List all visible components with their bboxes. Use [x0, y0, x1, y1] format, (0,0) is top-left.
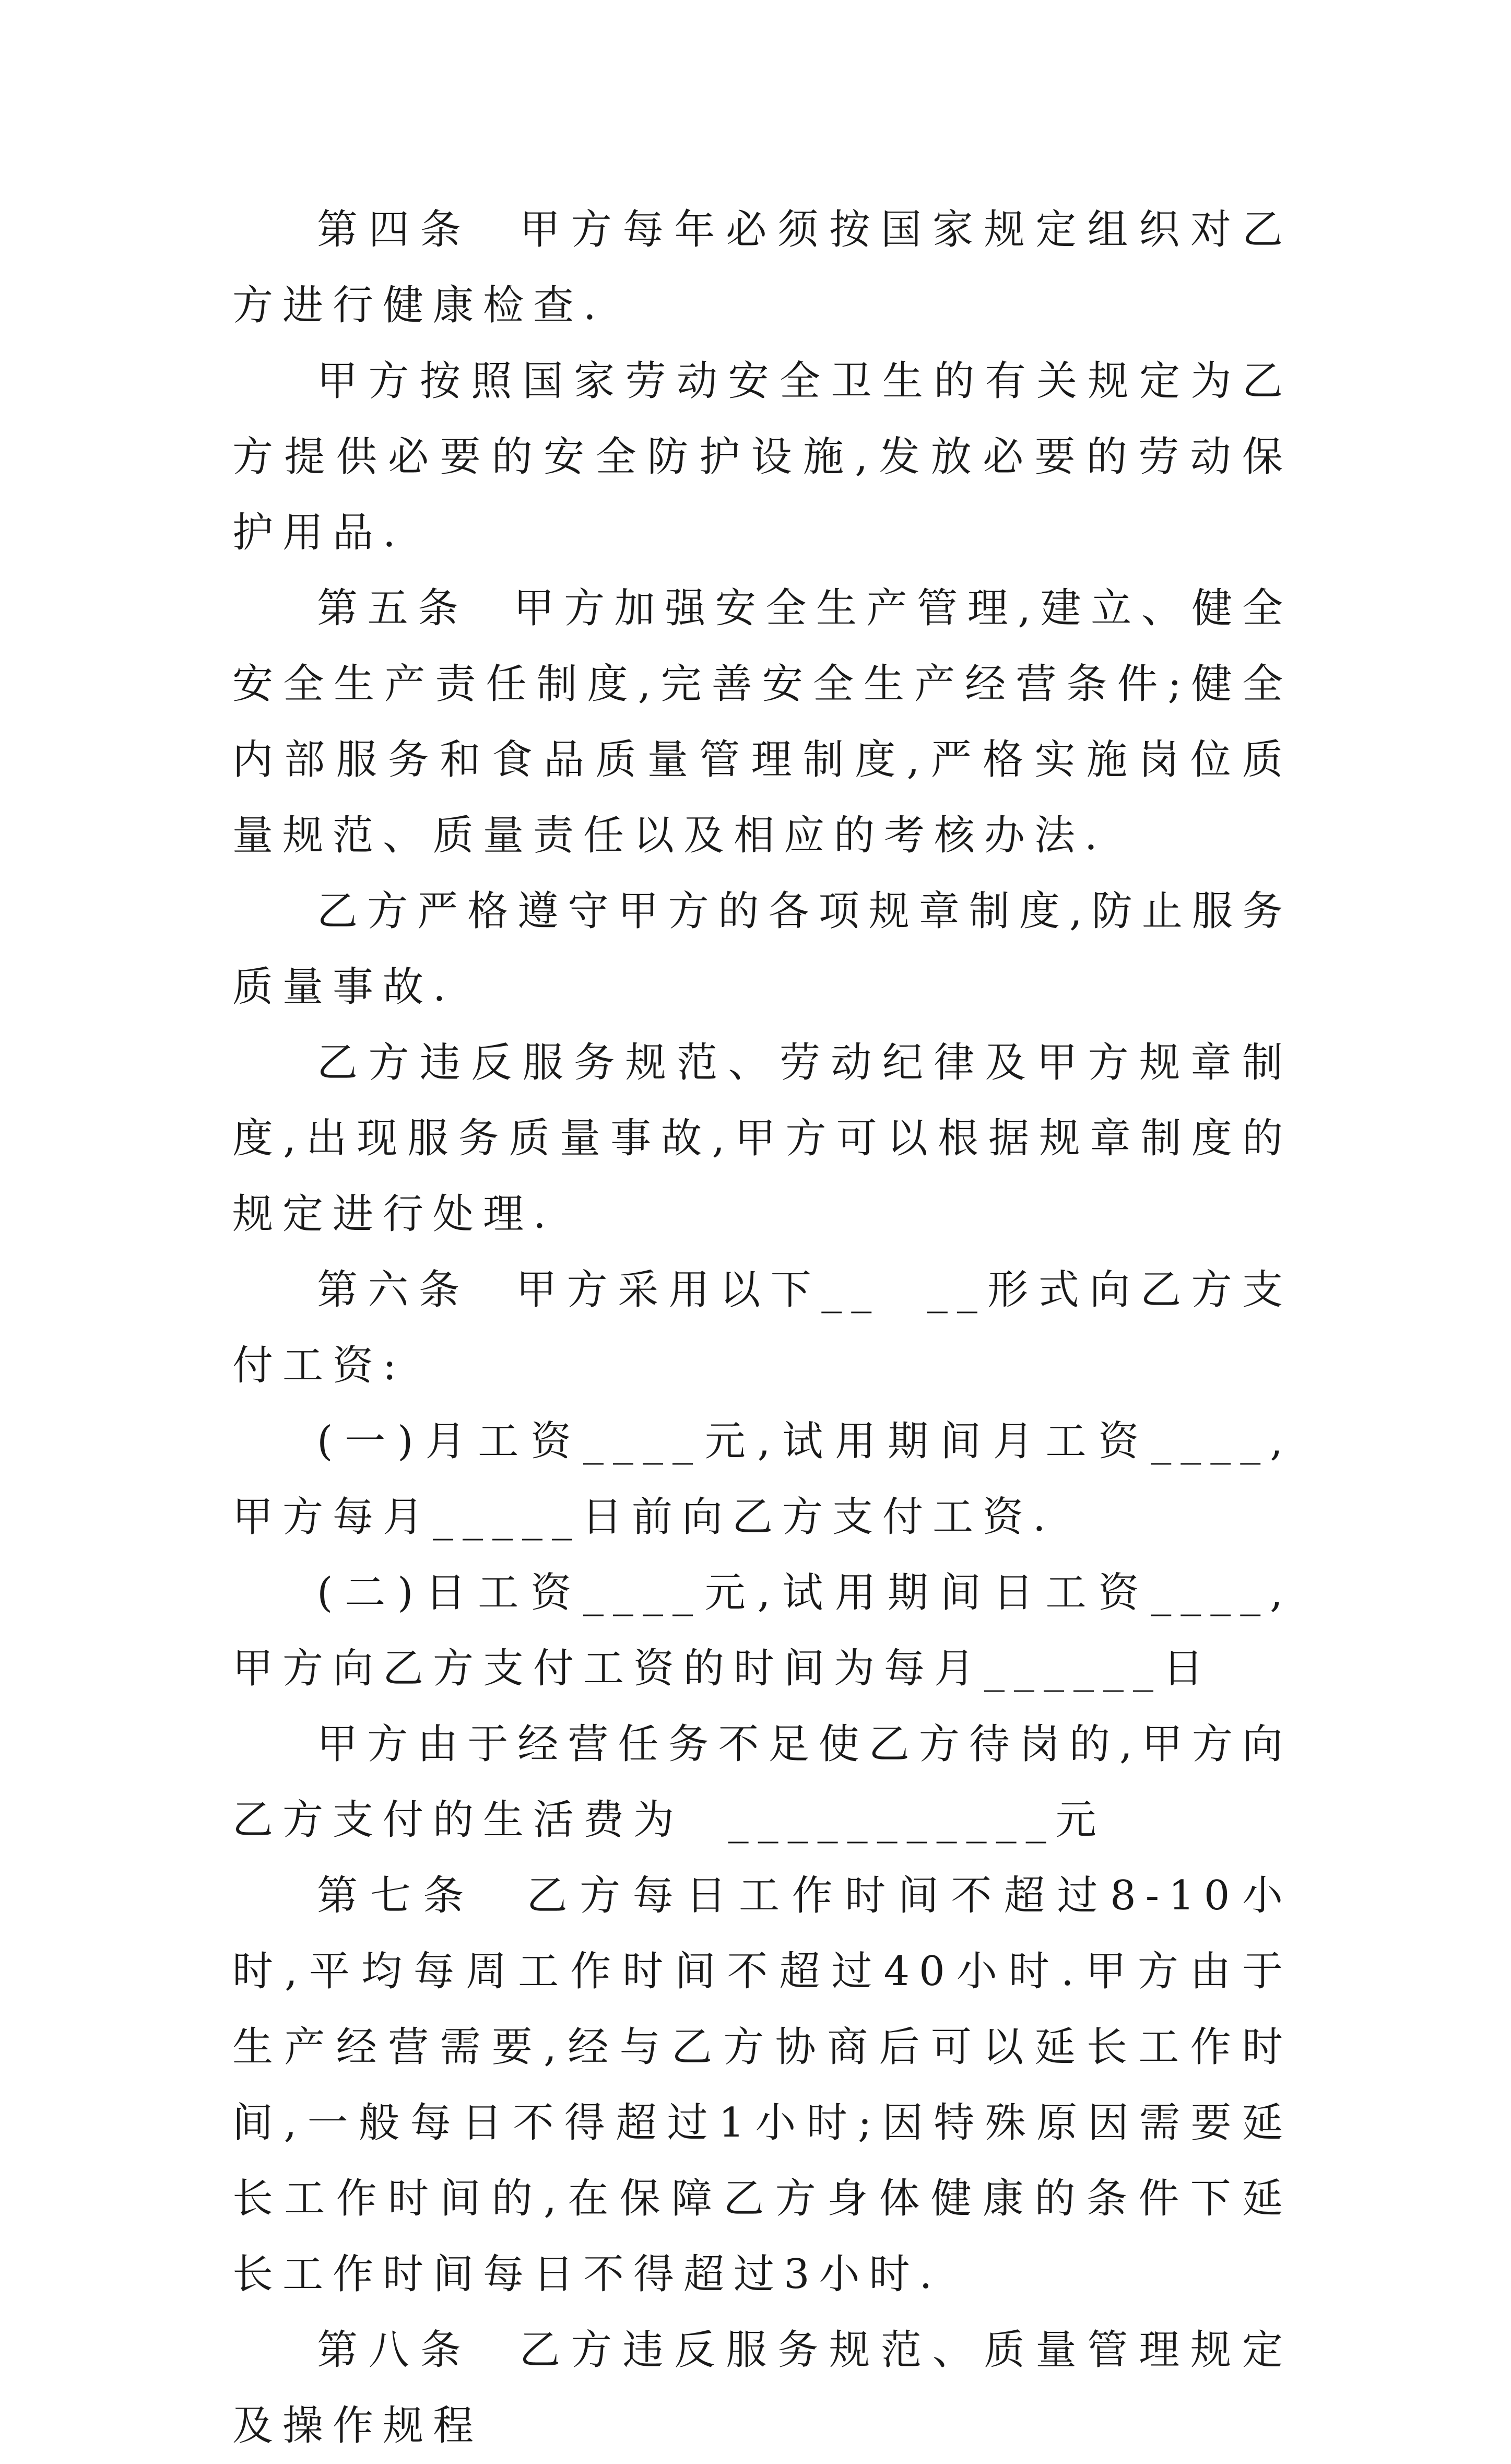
article-4-paragraph: 第四条 甲方每年必须按国家规定组织对乙方进行健康检查. [232, 206, 1292, 329]
monthly-wage-paragraph: (一)月工资____元,试用期间月工资____,甲方每月_____日前向乙方支付工资. [232, 1418, 1292, 1541]
article-6-paragraph: 第六条 甲方采用以下__ __形式向乙方支付工资: [232, 1266, 1292, 1389]
daily-wage-paragraph: (二)日工资____元,试用期间日工资____,甲方向乙方支付工资的时间为每月______日 [232, 1569, 1292, 1692]
rules-compliance-paragraph: 乙方严格遵守甲方的各项规章制度,防止服务质量事故. [232, 888, 1292, 1011]
violation-handling-paragraph: 乙方违反服务规范、劳动纪律及甲方规章制度,出现服务质量事故,甲方可以根据规章制度的规定进行处理. [232, 1039, 1292, 1238]
document-body [232, 192, 1292, 2464]
article-5-paragraph: 第五条 甲方加强安全生产管理,建立、健全安全生产责任制度,完善安全生产经营条件;健全内部服务和食品质量管理制度,严格实施岗位质量规范、质量责任以及相应的考核办法. [232, 585, 1292, 859]
article-7-paragraph: 第七条 乙方每日工作时间不超过8-10小时,平均每周工作时间不超过40小时.甲方由于生产经营需要,经与乙方协商后可以延长工作时间,一般每日不得超过1小时;因特殊原因需要延长工作时间的,在保障乙方身体健康的条件下延长工作时间每日不得超过3小时. [232, 1872, 1292, 2298]
living-allowance-paragraph: 甲方由于经营任务不足使乙方待岗的,甲方向乙方支付的生活费为 ___________元 [232, 1721, 1292, 1844]
safety-protection-paragraph: 甲方按照国家劳动安全卫生的有关规定为乙方提供必要的安全防护设施,发放必要的劳动保护用品. [232, 358, 1292, 556]
article-8-paragraph: 第八条 乙方违反服务规范、质量管理规定及操作规程 [232, 2327, 1292, 2449]
